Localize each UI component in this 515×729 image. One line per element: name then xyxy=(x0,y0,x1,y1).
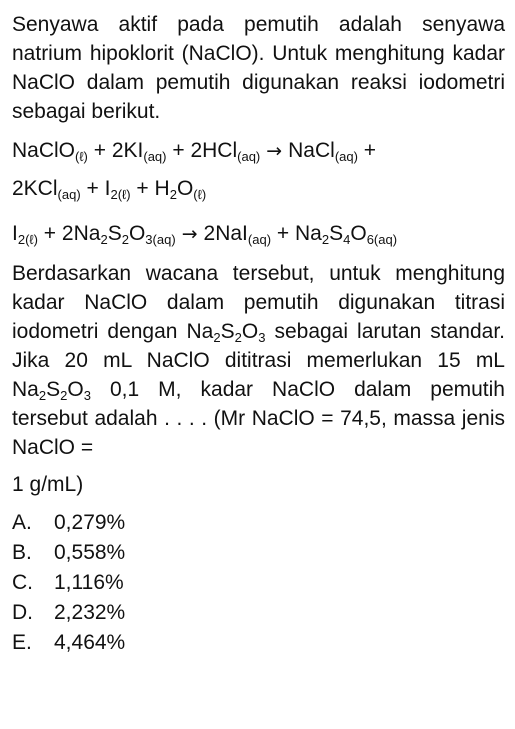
formula-subscript: 2(ℓ) xyxy=(17,232,38,248)
formula-text: 2KCl xyxy=(12,177,58,200)
formula-text: NaCl xyxy=(288,139,335,162)
reaction-arrow-icon: → xyxy=(260,140,289,162)
option-c[interactable] xyxy=(12,567,505,597)
formula-text: O xyxy=(176,177,194,200)
formula-subscript: 3 xyxy=(258,330,266,346)
option-text: 2,232% xyxy=(54,600,126,624)
formula-text: + 2HCl xyxy=(166,139,238,162)
question-paragraph xyxy=(12,259,505,462)
option-d[interactable] xyxy=(12,597,505,627)
option-a[interactable] xyxy=(12,507,505,537)
formula-subscript: 2 xyxy=(234,330,242,346)
formula-text: S xyxy=(329,222,344,245)
reaction-2 xyxy=(12,219,505,249)
formula-subscript: 2 xyxy=(169,187,177,203)
answer-options xyxy=(12,507,505,657)
formula-text: NaClO xyxy=(12,139,76,162)
formula-text: + xyxy=(357,139,377,162)
formula-text: 2NaI xyxy=(203,222,248,245)
formula-subscript: (aq) xyxy=(237,149,261,165)
formula-subscript: 6(aq) xyxy=(366,232,398,248)
formula-subscript: 2(ℓ) xyxy=(110,187,131,203)
option-letter: A. xyxy=(12,510,32,534)
option-letter: E. xyxy=(12,630,32,654)
formula-text: + 2KI xyxy=(87,139,144,162)
option-e[interactable] xyxy=(12,627,505,657)
option-text: 1,116% xyxy=(54,570,124,594)
question-text: O xyxy=(67,378,84,401)
reaction-1-line-1 xyxy=(12,136,505,166)
formula-subscript: 4 xyxy=(343,232,351,248)
formula-subscript: 2 xyxy=(100,232,108,248)
option-text: 4,464% xyxy=(54,630,126,654)
formula-text: S xyxy=(107,222,122,245)
question-text: sebagai larutan standar. Jika 20 mL NaClO dititrasi memerlukan 15 mL Na xyxy=(12,320,505,401)
question-text: S xyxy=(46,378,61,401)
formula-subscript: 3 xyxy=(83,388,91,404)
option-text: 0,558% xyxy=(54,540,126,564)
formula-subscript: 2 xyxy=(60,388,68,404)
formula-subscript: 2 xyxy=(121,232,129,248)
reaction-arrow-icon: → xyxy=(175,223,204,245)
formula-subscript: 2 xyxy=(321,232,330,248)
formula-subscript: 2 xyxy=(38,388,47,404)
question-text: Berdasarkan wacana tersebut, untuk menghitung kadar NaClO dalam pemutih digunakan titrasi iodometri dengan Na xyxy=(12,262,505,343)
question-last-line: 1 g/mL) xyxy=(12,473,84,496)
option-text: 0,279% xyxy=(54,510,126,534)
reaction-1-line-2 xyxy=(12,174,505,203)
formula-text: I xyxy=(12,222,18,245)
formula-text: O xyxy=(350,222,367,245)
formula-subscript: (aq) xyxy=(57,187,81,203)
formula-text: O xyxy=(128,222,146,245)
intro-paragraph: Senyawa aktif pada pemutih adalah senyawa natrium hipoklorit (NaClO). Untuk menghitung kadar NaClO dalam pemutih digunakan reaksi iodometri sebagai berikut. xyxy=(12,13,505,123)
option-letter: D. xyxy=(12,600,33,624)
formula-subscript: (ℓ) xyxy=(193,187,207,203)
formula-subscript: (aq) xyxy=(334,149,358,165)
question-text: S xyxy=(220,320,235,343)
formula-subscript: (aq) xyxy=(143,149,167,165)
formula-text: + 2Na xyxy=(37,222,101,245)
formula-text: + Na xyxy=(271,222,322,245)
option-b[interactable] xyxy=(12,537,505,567)
formula-subscript: (aq) xyxy=(247,232,272,248)
question-text: O xyxy=(241,320,259,343)
option-letter: C. xyxy=(12,570,33,594)
formula-subscript: 2 xyxy=(213,330,221,346)
formula-text: + I xyxy=(80,177,111,200)
formula-subscript: 3(aq) xyxy=(145,232,176,248)
formula-text: + H xyxy=(130,177,170,200)
option-letter: B. xyxy=(12,540,32,564)
formula-subscript: (ℓ) xyxy=(75,149,88,165)
question-text: 0,1 M, kadar NaClO dalam pemutih tersebut adalah . . . . (Mr NaClO = 74,5, massa jenis NaClO = xyxy=(12,378,505,459)
